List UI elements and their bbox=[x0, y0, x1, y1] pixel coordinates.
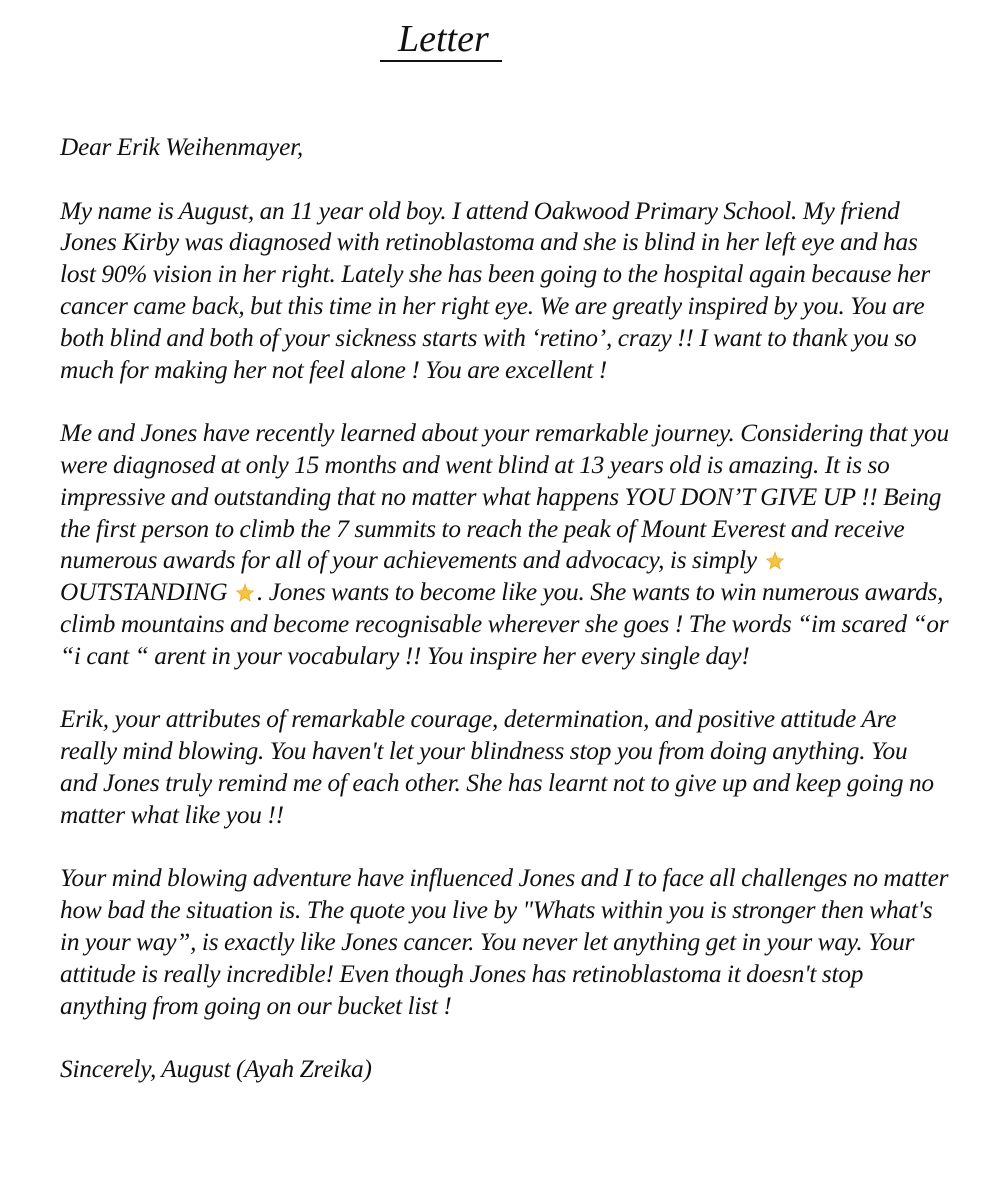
paragraph-4: Your mind blowing adventure have influenced Jones and I to face all challenges no matter how bad the situation is. The quote you live by "Whats within you is stronger then what's in your way”, is exactly like Jones cancer. You never let anything get in your way. Your attitude is really incredible! Even though Jones has retinoblastoma it doesn't stop anything from going on our bucket list ! bbox=[60, 864, 949, 1020]
paragraph-3: Erik, your attributes of remarkable courage, determination, and positive attitude Are really mind blowing. You haven't let your blindness stop you from doing anything. You and Jones truly remind me of each other. She has learnt not to give up and keep going no matter what like you !! bbox=[60, 705, 934, 829]
paragraph-2-before: Me and Jones have recently learned about your remarkable journey. Considering that you were diagnosed at only 15 months and went blind at 13 years old is amazing. It is so impressive and outstanding that no matter what happens YOU DON’T GIVE UP !! Being the first person to climb the 7 summits to reach the peak of Mount Everest and receive numerous awards for all of your achievements and advocacy, is simply bbox=[60, 419, 949, 575]
signoff: Sincerely, August (Ayah Zreika) bbox=[60, 1055, 372, 1084]
paragraph-2 bbox=[60, 418, 950, 672]
letter-body bbox=[60, 132, 950, 1118]
sparkle-icon bbox=[765, 550, 785, 570]
outstanding-highlight: OUTSTANDING bbox=[60, 578, 228, 607]
title-underline bbox=[380, 18, 502, 62]
sparkle-icon bbox=[235, 582, 255, 602]
salutation: Dear Erik Weihenmayer, bbox=[60, 133, 304, 161]
paragraph-2-after: . Jones wants to become like you. She wants to win numerous awards, climb mountains and become recognisable wherever she goes ! The words “im scared “or “i cant “ arent in your vocabulary !! You inspire her every single day! bbox=[60, 578, 949, 670]
page-title: Letter bbox=[398, 18, 489, 60]
paragraph-1: My name is August, an 11 year old boy. I attend Oakwood Primary School. My friend Jones Kirby was diagnosed with retinoblastoma and she is blind in her left eye and has lost 90% vision in her right. Lately she has been going to the hospital again because her cancer came back, but this time in her right eye. We are greatly inspired by you. You are both blind and both of your sickness starts with ‘retino’, crazy !! I want to thank you so much for making her not feel alone ! You are excellent ! bbox=[60, 196, 931, 384]
